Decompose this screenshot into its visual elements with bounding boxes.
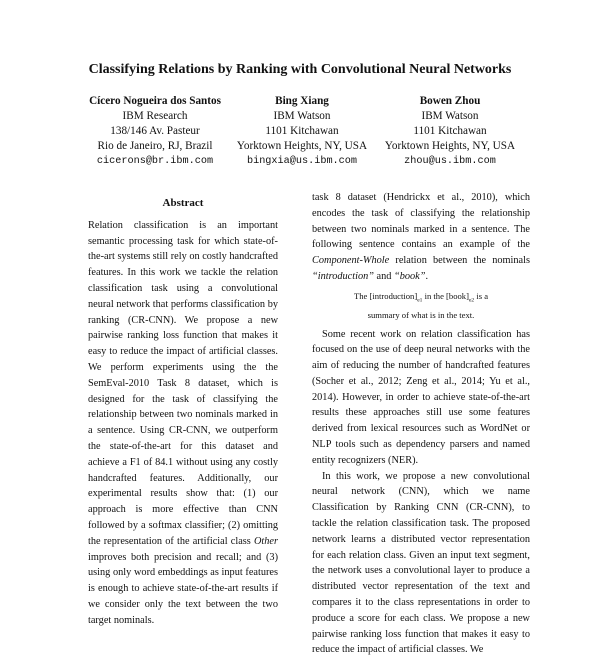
intro-paragraph: In this work, we propose a new convolutional neural network (CNN), which we name Classification by Ranking CNN (CR-CNN), to tackle the relation classification task. The proposed network learns a distributed vector representation for each relation class. Given an input text segment, the network uses a convolutional layer to produce a distributed vector representation of the text and compares it to the class representations in order to produce a score for each class. We propose a new pairwise ranking loss function that makes it easy to reduce the impact of artificial classes. We xyxy=(312,470,530,656)
author-block xyxy=(222,94,382,169)
intro-text: relation between the nominals xyxy=(389,255,530,267)
author-affiliation: IBM Watson xyxy=(273,110,331,122)
author-email: cicerons@br.ibm.com xyxy=(96,156,214,167)
abstract-other-term: Other xyxy=(253,535,278,547)
author-affiliation: IBM Research xyxy=(122,110,188,122)
paper-title: Classifying Relations by Ranking with Convolutional Neural Networks xyxy=(88,62,512,77)
example-sentence xyxy=(312,289,530,322)
abstract-text: Relation classification is an important semantic processing task for which state-of-the-art systems still rely on costly handcrafted features. In this work we tackle the relation classification task using a convolutional neural network that performs classification by ranking (CR-CNN). We propose a new pairwise ranking loss function that makes it easy to reduce the impact of artificial classes. We perform experiments using the the SemEval-2010 Task 8 dataset, which is designed for the task of classifying the relationship between two nominals marked in a sentence. Using CR-CNN, we outperform the state-of-the-art for this dataset and achieve a F1 of 84.1 without using any costly handcrafted features. Additionally, our experimental results show that: (1) our approach is more effective than CNN followed by a softmax classifier; (2) omitting the representation of the artificial class xyxy=(88,219,278,547)
author-address: 138/146 Av. Pasteur xyxy=(110,125,200,137)
example-text: is a xyxy=(474,290,489,301)
author-email: zhou@us.ibm.com xyxy=(404,156,496,167)
author-address: Rio de Janeiro, RJ, Brazil xyxy=(97,140,213,152)
entity-subscript: e2 xyxy=(468,297,475,304)
relation-term: Component-Whole xyxy=(312,255,390,267)
author-address: Yorktown Heights, NY, USA xyxy=(384,140,516,152)
nominal-term: “introduction” xyxy=(312,270,374,282)
abstract-column xyxy=(88,196,278,629)
example-text: in the [book] xyxy=(422,290,469,301)
intro-text: task 8 dataset (Hendrickx et al., 2010), which encodes the task of classifying the relationship between two nominals marked in a sentence. The following sentence contains an example of the xyxy=(312,192,530,251)
author-email: bingxia@us.ibm.com xyxy=(246,156,358,167)
intro-paragraph: Some recent work on relation classification has focused on the use of deep neural networks with the aim of reducing the number of handcrafted features (Socher et al., 2012; Zeng et al., 2014; Yu et al., 2014). However, in order to achieve state-of-the-art results these approaches still use some features derived from lexical resources such as WordNet or NLP tools such as dependency parsers and named entity recognizers (NER). xyxy=(312,328,530,466)
author-address: 1101 Kitchawan xyxy=(413,125,487,137)
example-text: summary of what is in the text. xyxy=(367,309,475,320)
author-name: Bowen Zhou xyxy=(419,95,481,107)
author-block xyxy=(370,94,530,169)
author-address: 1101 Kitchawan xyxy=(265,125,339,137)
nominal-term: “book” xyxy=(394,270,426,282)
intro-paragraph xyxy=(312,190,530,285)
entity-subscript: e1 xyxy=(417,297,423,304)
author-name: Cícero Nogueira dos Santos xyxy=(89,95,221,107)
author-address: Yorktown Heights, NY, USA xyxy=(236,140,368,152)
example-text: The [introduction] xyxy=(353,290,418,301)
intro-column xyxy=(312,190,530,658)
abstract-paragraph xyxy=(88,218,278,629)
author-affiliation: IBM Watson xyxy=(421,110,479,122)
intro-text: . xyxy=(425,270,429,282)
author-name: Bing Xiang xyxy=(275,95,329,107)
abstract-heading: Abstract xyxy=(162,197,204,209)
intro-text: and xyxy=(373,270,394,282)
abstract-text-end: improves both precision and recall; and (3) using only word embeddings as input features is enough to achieve state-of-the-art results if we consider only the text between the two target nominals. xyxy=(88,551,278,626)
